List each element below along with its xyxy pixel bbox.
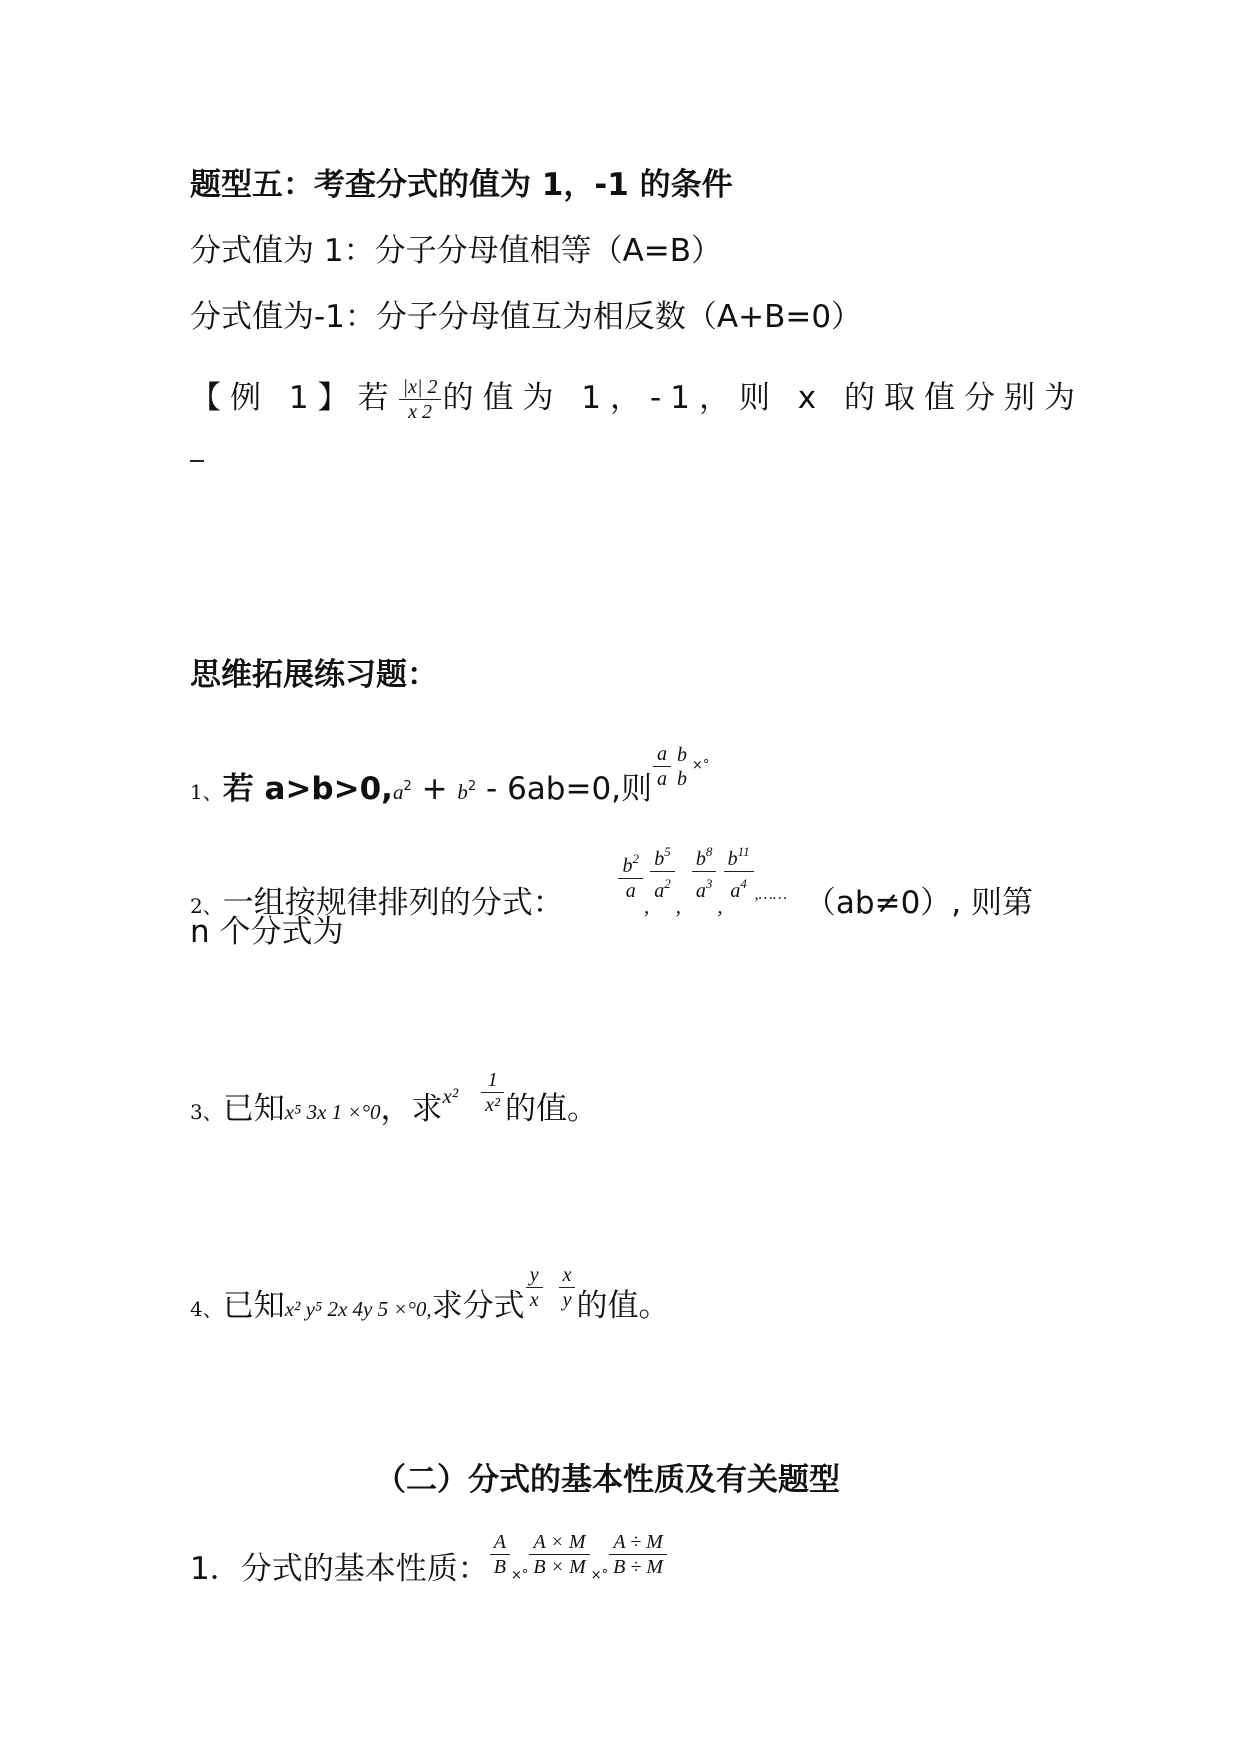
answer-blank bbox=[190, 460, 204, 462]
question-2-continued: n 个分式为 bbox=[190, 914, 344, 950]
rule-value-one: 分式值为 1：分子分母值相等（A=B） bbox=[190, 233, 723, 269]
question-3: 3、已知x⁵ 3x 1 ×°0，求$^{x^2}$ $\frac{1}{\text{x²}}$ 的值。 bbox=[190, 1069, 598, 1127]
sequence-term-1: $\frac{b^2}{a}$ bbox=[618, 847, 643, 903]
example-text: 的值为 1，-1，则 x 的取值分别为 bbox=[442, 380, 1084, 416]
q4-fraction-y-over-x: $\frac{y}{x}$ bbox=[526, 1263, 543, 1312]
property-fraction-multiply: $\frac{A \times M}{B \times M}$ bbox=[529, 1530, 589, 1579]
rule-value-minus-one: 分式值为-1：分子分母值互为相反数（A+B=0） bbox=[190, 299, 863, 335]
q3-fraction: $\frac{1}{\text{x²}}$ bbox=[481, 1068, 504, 1117]
question-2: 2、一组按规律排列的分式： $\frac{b^2}{a}$ , $\frac{b^5}{a^2}$ , $\frac{b^8}{a^3}$ , $\frac{b^{11}}{a^4}$ ,…… （ab≠0）, 则第 bbox=[190, 840, 1033, 926]
example-1 bbox=[190, 375, 1084, 424]
question-1: 1、若 $a>b>0,a^2 + b^2 - 6ab=0$,则 $\frac{a}{a}$ b b ×° bbox=[190, 743, 710, 807]
q1-fraction-b: b b bbox=[677, 744, 688, 790]
basic-property-item: 1．分式的基本性质： $\frac{A}{B}$ ×° $\frac{A \times M}{B \times M}$ ×° $\frac{A \div M}{B \div M}$ bbox=[190, 1530, 668, 1596]
example-fraction: $\frac{|x| 2}{x 2}$ bbox=[399, 375, 442, 424]
practice-title: 思维拓展练习题： bbox=[190, 657, 438, 693]
property-fraction-divide: $\frac{A \div M}{B \div M}$ bbox=[609, 1530, 667, 1579]
sequence-term-4: $\frac{b^{11}}{a^4}$ bbox=[724, 840, 754, 903]
property-fraction-a-over-b: $\frac{A}{B}$ bbox=[490, 1530, 510, 1579]
section-title: 题型五：考查分式的值为 1，-1 的条件 bbox=[190, 167, 733, 203]
section-heading: （二）分式的基本性质及有关题型 bbox=[375, 1462, 840, 1498]
question-4: 4、已知x² y⁵ 2x 4y 5 ×°0,求分式 $\frac{y}{x}$ $\frac{x}{y}$ 的值。 bbox=[190, 1264, 670, 1324]
example-label: 【例 1】若 bbox=[190, 380, 398, 416]
sequence-term-3: $\frac{b^8}{a^3}$ bbox=[692, 840, 717, 903]
q4-fraction-x-over-y: $\frac{x}{y}$ bbox=[559, 1263, 576, 1312]
q1-fraction-a: $\frac{a}{a}$ bbox=[653, 742, 671, 791]
sequence-term-2: $\frac{b^5}{a^2}$ bbox=[650, 840, 675, 903]
